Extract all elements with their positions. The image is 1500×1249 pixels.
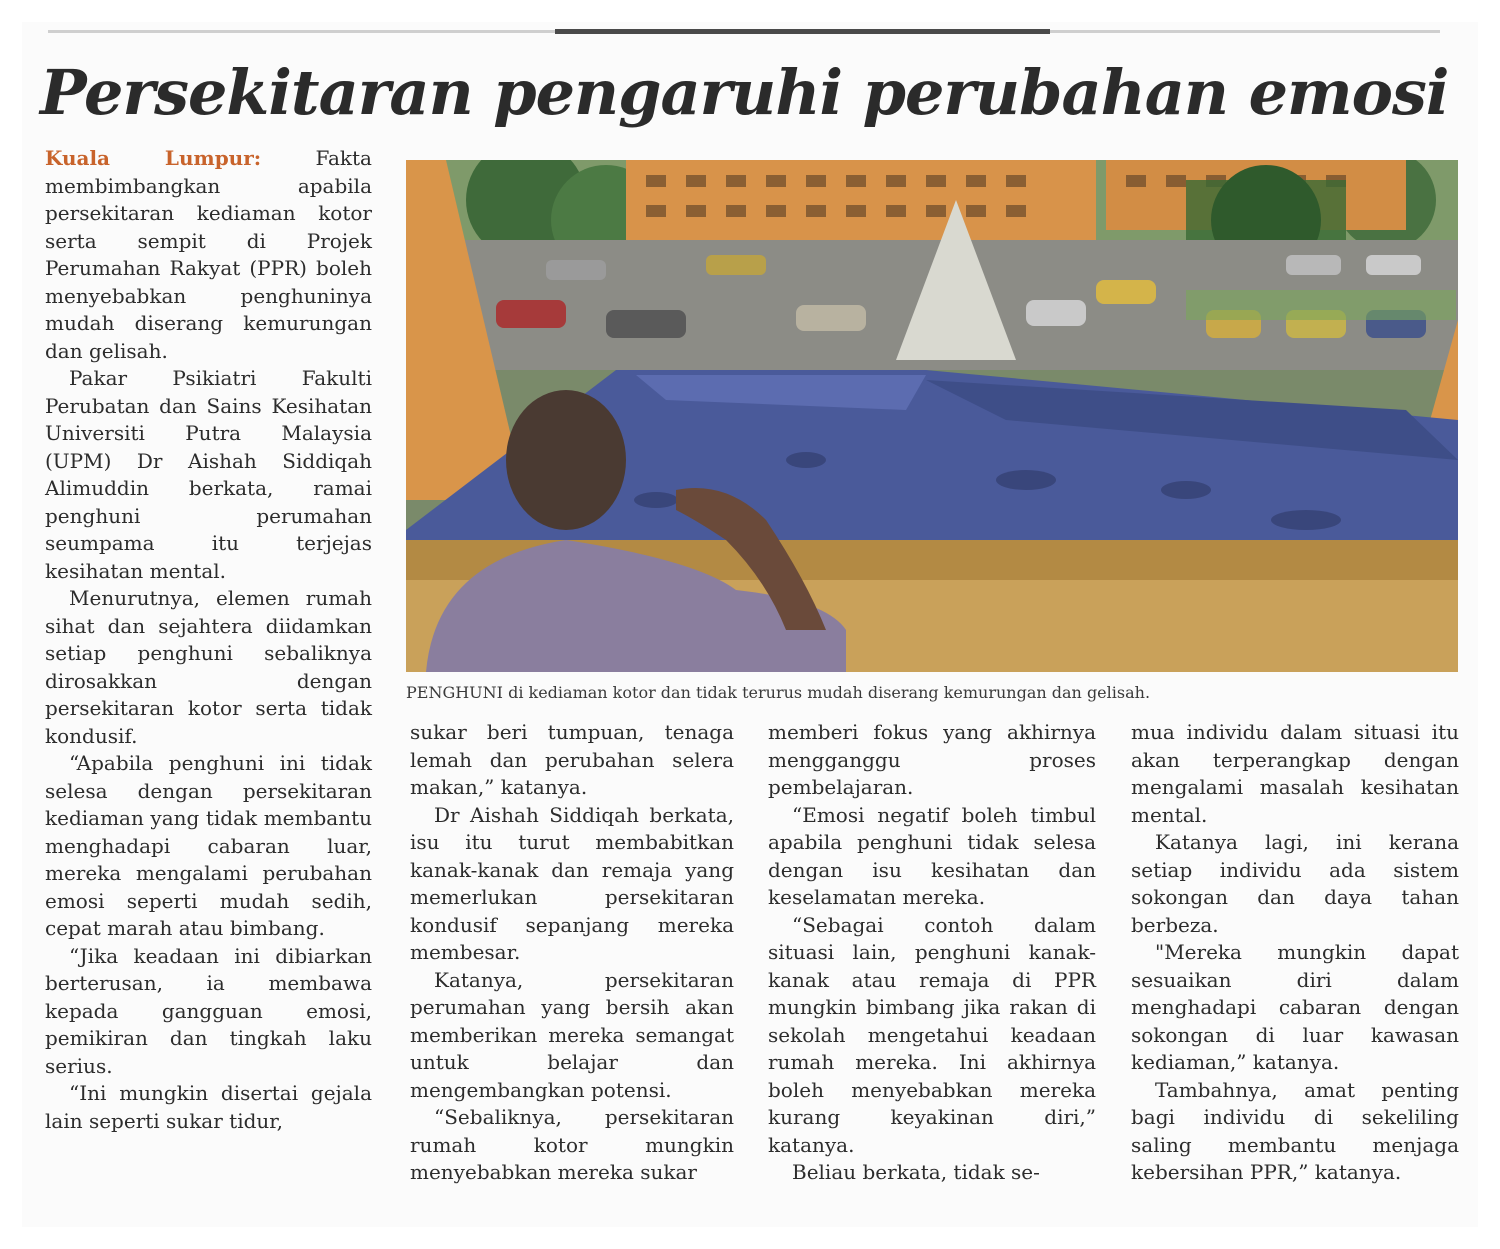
photo-illustration: [406, 160, 1458, 672]
paragraph: Katanya lagi, ini kerana setiap individu ada sistem sokongan dan daya tahan berbeza.: [1131, 830, 1459, 937]
lead-paragraph: [45, 145, 372, 365]
paragraph: “Ini mungkin disertai gejala lain seperti sukar tidur,: [45, 1081, 372, 1133]
paragraph: Pakar Psikiatri Fakulti Perubatan dan Sains Kesihatan Universiti Putra Malaysia (UPM) Dr Aishah Siddiqah Alimuddin berkata, ramai penghuni perumahan seumpama itu terjejas kesihatan mental.: [45, 366, 372, 583]
paragraph: Dr Aishah Siddiqah berkata, isu itu turut membabitkan kanak-kanak dan remaja yang memerlukan persekitaran kondusif sepanjang mereka membesar.: [410, 802, 734, 964]
paragraph: mua individu dalam situasi itu akan terperangkap dengan mengalami masalah kesihatan mental.: [1131, 720, 1459, 827]
column-4: [1131, 719, 1459, 1187]
headline: Persekitaran pengaruhi perubahan emosi: [40, 56, 1449, 129]
paragraph: sukar beri tumpuan, tenaga lemah dan perubahan selera makan,” katanya.: [410, 720, 734, 799]
paragraph: "Mereka mungkin dapat sesuaikan diri dalam menghadapi cabaran dengan sokongan di luar kawasan kediaman,” katanya.: [1131, 940, 1459, 1074]
paragraph: “Sebaliknya, persekitaran rumah kotor mungkin menyebabkan mereka sukar: [410, 1105, 734, 1184]
paragraph: “Emosi negatif boleh timbul apabila penghuni tidak selesa dengan isu kesihatan dan keselamatan mereka.: [768, 802, 1096, 909]
top-rule-accent: [555, 29, 1050, 34]
paragraph: Beliau berkata, tidak se-: [792, 1160, 1040, 1184]
paragraph: Menurutnya, elemen rumah sihat dan sejahtera diidamkan setiap penghuni sebaliknya dirosakkan dengan persekitaran kotor serta tidak kondusif.: [45, 586, 372, 748]
article-photo: [406, 160, 1458, 672]
column-1: [45, 145, 372, 1135]
column-2: [410, 719, 734, 1187]
paragraph: “Sebagai contoh dalam situasi lain, penghuni kanak-kanak atau remaja di PPR mungkin bimbang jika rakan di sekolah mengetahui keadaan rumah mereka. Ini akhirnya boleh menyebabkan mereka kurang keyakinan diri,” katanya.: [768, 912, 1096, 1157]
paragraph: “Jika keadaan ini dibiarkan berterusan, ia membawa kepada gangguan emosi, pemikiran dan tingkah laku serius.: [45, 943, 372, 1078]
lead-text: Fakta membimbangkan apabila persekitaran kediaman kotor serta sempit di Projek Perumahan Rakyat (PPR) boleh menyebabkan penghuninya mudah diserang kemurungan dan gelisah.: [45, 146, 372, 363]
photo-caption: PENGHUNI di kediaman kotor dan tidak terurus mudah diserang kemurungan dan gelisah.: [406, 683, 1151, 702]
column-3: [768, 719, 1096, 1187]
dateline: Kuala Lumpur:: [45, 146, 262, 170]
paragraph: Katanya, persekitaran perumahan yang bersih akan memberikan mereka semangat untuk belajar dan mengembangkan potensi.: [410, 967, 734, 1102]
paragraph: “Apabila penghuni ini tidak selesa dengan persekitaran kediaman yang tidak membantu menghadapi cabaran luar, mereka mengalami perubahan emosi seperti mudah sedih, cepat marah atau bimbang.: [45, 751, 372, 940]
paragraph: Tambahnya, amat penting bagi individu di sekeliling saling membantu menjaga kebersihan PPR,” katanya.: [1131, 1077, 1459, 1184]
paragraph: memberi fokus yang akhirnya mengganggu proses pembelajaran.: [768, 720, 1096, 799]
